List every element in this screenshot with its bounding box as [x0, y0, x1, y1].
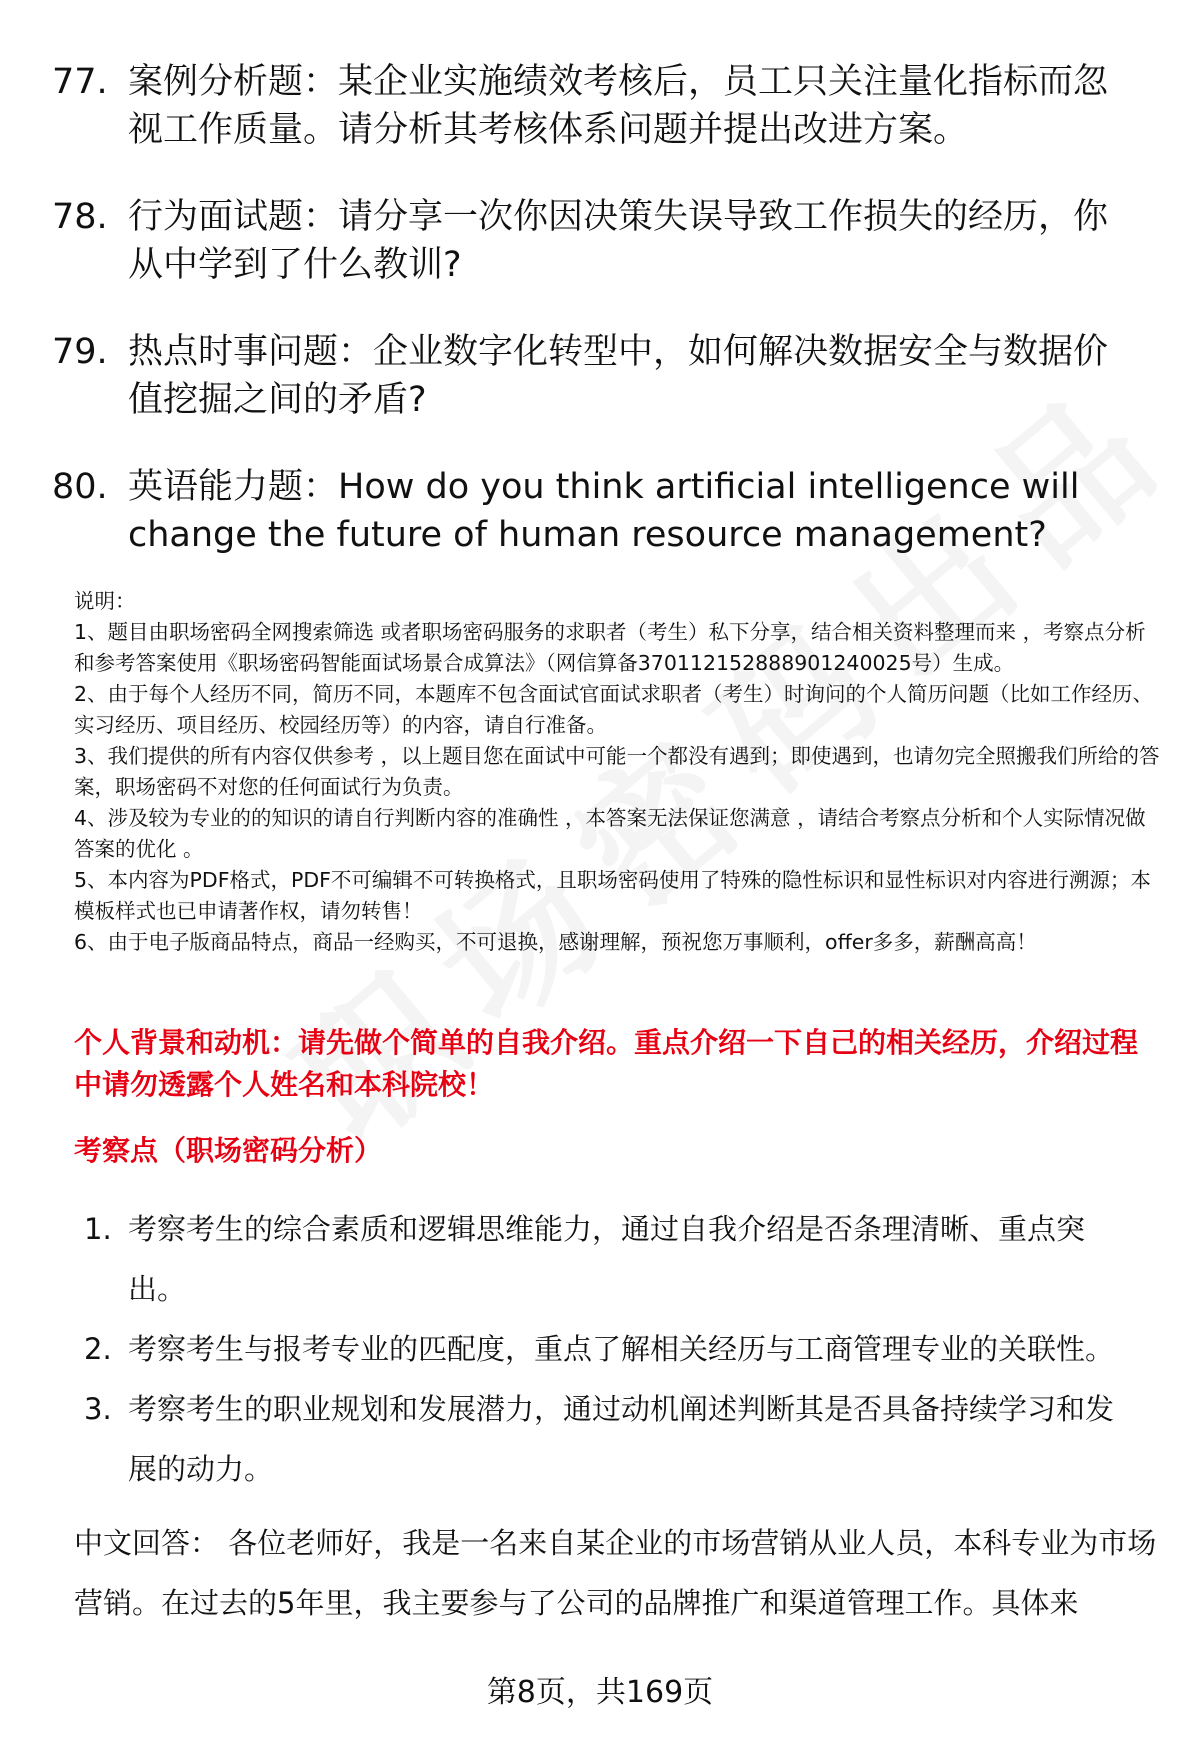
question-list — [52, 58, 1152, 598]
notes-section — [74, 586, 1164, 958]
point-text: 考察考生的职业规划和发展潜力，通过动机阐述判断其是否具备持续学习和发展的动力。 — [128, 1392, 1115, 1486]
question-item — [52, 193, 1152, 289]
question-item — [52, 463, 1152, 559]
question-number: 77. — [52, 62, 108, 102]
note-item: 4、涉及较为专业的的知识的请自行判断内容的准确性 ，本答案无法保证您满意 ，请结合考察点分析和个人实际情况做答案的优化 。 — [74, 806, 1146, 861]
analysis-point — [84, 1379, 1154, 1499]
question-text: 行为面试题：请分享一次你因决策失误导致工作损失的经历，你从中学到了什么教训? — [128, 197, 1109, 285]
question-number: 79. — [52, 332, 108, 372]
section-heading: 个人背景和动机：请先做个简单的自我介绍。重点介绍一下自己的相关经历，介绍过程中请勿透露个人姓名和本科院校！ — [74, 1026, 1139, 1101]
analysis-point — [84, 1319, 1154, 1379]
point-number: 1. — [84, 1212, 112, 1246]
point-number: 3. — [84, 1392, 112, 1426]
page-number: 第8页，共169页 — [486, 1675, 714, 1710]
note-item: 1、题目由职场密码全网搜索筛选 或者职场密码服务的求职者（考生）私下分享，结合相关资料整理而来 ，考察点分析和参考答案使用《职场密码智能面试场景合成算法》（网信算备370112152888901240025号）生成。 — [74, 620, 1146, 675]
note-item: 6、由于电子版商品特点，商品一经购买，不可退换，感谢理解，预祝您万事顺利，offer多多，薪酬高高！ — [74, 930, 1037, 954]
question-text: 热点时事问题：企业数字化转型中，如何解决数据安全与数据价值挖掘之间的矛盾? — [128, 332, 1109, 420]
note-item: 3、我们提供的所有内容仅供参考 ，以上题目您在面试中可能一个都没有遇到；即使遇到，也请勿完全照搬我们所给的答案，职场密码不对您的任何面试行为负责。 — [74, 744, 1160, 799]
point-number: 2. — [84, 1332, 112, 1366]
question-number: 78. — [52, 197, 108, 237]
question-text: 案例分析题：某企业实施绩效考核后，员工只关注量化指标而忽视工作质量。请分析其考核体系问题并提出改进方案。 — [128, 62, 1109, 150]
section-subheading: 考察点（职场密码分析） — [74, 1134, 383, 1167]
question-item — [52, 58, 1152, 154]
question-text: 英语能力题：How do you think artificial intelligence will change the future of human resource management? — [128, 467, 1080, 555]
note-item: 5、本内容为PDF格式，PDF不可编辑不可转换格式，且职场密码使用了特殊的隐性标识和显性标识对内容进行溯源；本模板样式也已申请著作权，请勿转售！ — [74, 868, 1151, 923]
notes-title: 说明： — [74, 589, 136, 613]
answer-text: 中文回答： 各位老师好，我是一名来自某企业的市场营销从业人员，本科专业为市场营销。在过去的5年里，我主要参与了公司的品牌推广和渠道管理工作。具体来 — [74, 1526, 1157, 1620]
point-text: 考察考生与报考专业的匹配度，重点了解相关经历与工商管理专业的关联性。 — [128, 1332, 1115, 1366]
question-number: 80. — [52, 467, 108, 507]
analysis-points — [84, 1199, 1154, 1499]
note-item: 2、由于每个人经历不同，简历不同，本题库不包含面试官面试求职者（考生）时询问的个人简历问题（比如工作经历、实习经历、项目经历、校园经历等）的内容，请自行准备。 — [74, 682, 1154, 737]
point-text: 考察考生的综合素质和逻辑思维能力，通过自我介绍是否条理清晰、重点突出。 — [128, 1212, 1086, 1306]
question-item — [52, 328, 1152, 424]
analysis-point — [84, 1199, 1154, 1319]
